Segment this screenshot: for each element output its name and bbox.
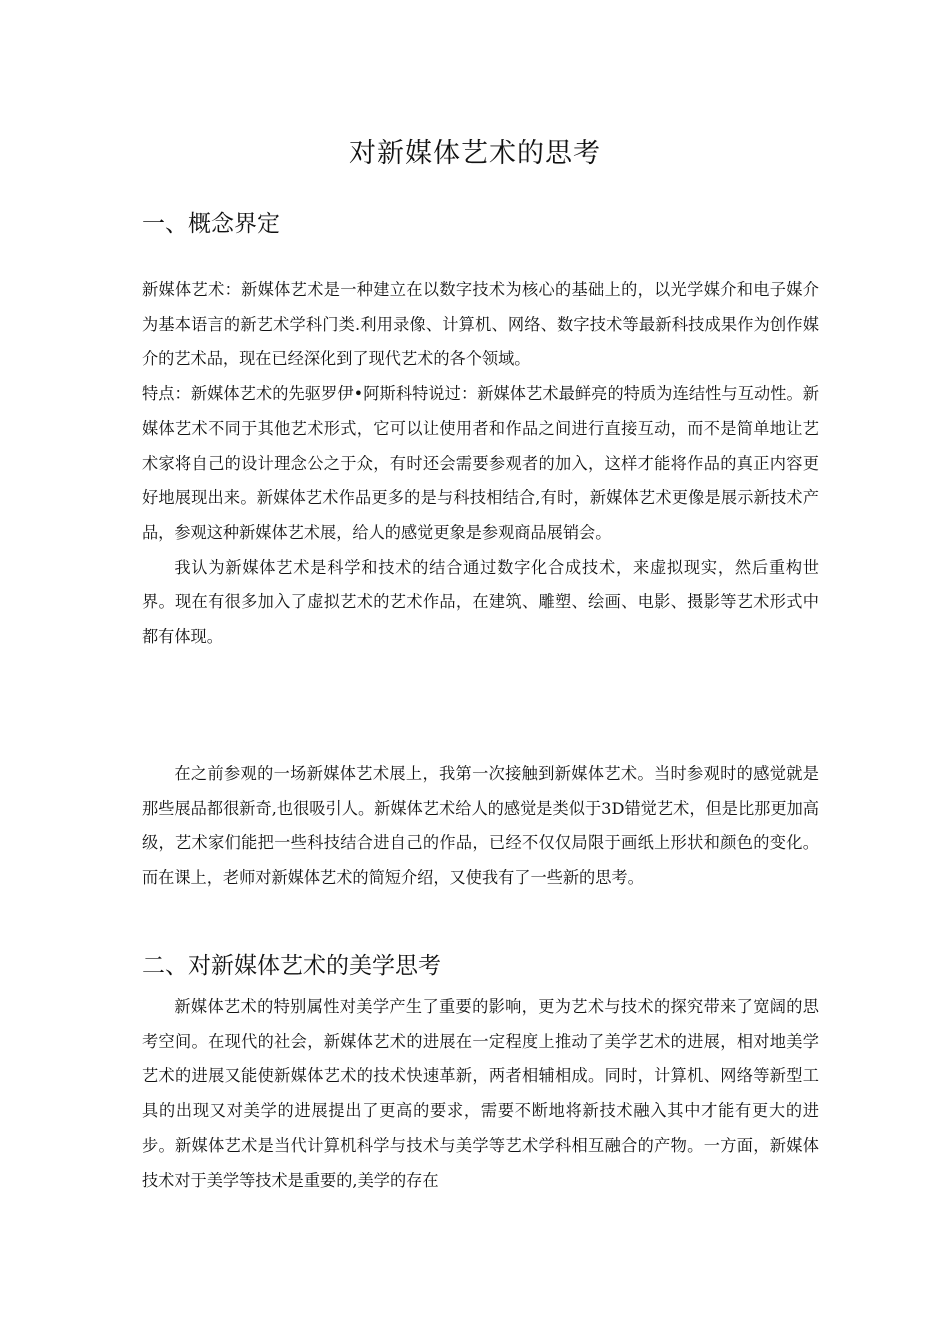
section2-body [142, 990, 819, 1198]
opinion-paragraph: 我认为新媒体艺术是科学和技术的结合通过数字化合成技术，来虚拟现实，然后重构世界。现在有很多加入了虚拟艺术的艺术作品，在建筑、雕塑、绘画、电影、摄影等艺术形式中都有体现。 [142, 557, 819, 647]
document-title: 对新媒体艺术的思考 [349, 138, 601, 169]
definition-paragraph: 新媒体艺术：新媒体艺术是一种建立在以数字技术为核心的基础上的，以光学媒介和电子媒介为基本语言的新艺术学科门类.利用录像、计算机、网络、数字技术等最新科技成果作为创作媒介的艺术品，现在已经深化到了现代艺术的各个领域。 [142, 280, 819, 369]
section-heading-concept: 一、概念界定 [142, 211, 280, 237]
features-paragraph: 特点：新媒体艺术的先驱罗伊•阿斯科特说过：新媒体艺术最鲜亮的特质为连结性与互动性。新媒体艺术不同于其他艺术形式，它可以让使用者和作品之间进行直接互动，而不是简单地让艺术家将自己的设计理念公之于众，有时还会需要参观者的加入，这样才能将作品的真正内容更好地展现出来。新媒体艺术作品更多的是与科技相结合,有时，新媒体艺术更像是展示新技术产品，参观这种新媒体艺术展，给人的感觉更象是参观商品展销会。 [142, 384, 819, 542]
experience-paragraph: 在之前参观的一场新媒体艺术展上，我第一次接触到新媒体艺术。当时参观时的感觉就是那些展品都很新奇,也很吸引人。新媒体艺术给人的感觉是类似于3D错觉艺术，但是比那更加高级，艺术家们能把一些科技结合进自己的作品，已经不仅仅局限于画纸上形状和颜色的变化。而在课上，老师对新媒体艺术的简短介绍，又使我有了一些新的思考。 [142, 764, 819, 888]
experience-block [142, 757, 819, 896]
aesthetics-paragraph: 新媒体艺术的特别属性对美学产生了重要的影响，更为艺术与技术的探究带来了宽阔的思考空间。在现代的社会，新媒体艺术的进展在一定程度上推动了美学艺术的进展，相对地美学艺术的进展又能使新媒体艺术的技术快速革新，两者相辅相成。同时，计算机、网络等新型工具的出现又对美学的进展提出了更高的要求，需要不断地将新技术融入其中才能有更大的进步。新媒体艺术是当代计算机科学与技术与美学等艺术学科相互融合的产物。一方面，新媒体技术对于美学等技术是重要的,美学的存在 [142, 997, 819, 1190]
section-heading-aesthetics: 二、对新媒体艺术的美学思考 [142, 953, 441, 979]
section1-body [142, 273, 819, 655]
